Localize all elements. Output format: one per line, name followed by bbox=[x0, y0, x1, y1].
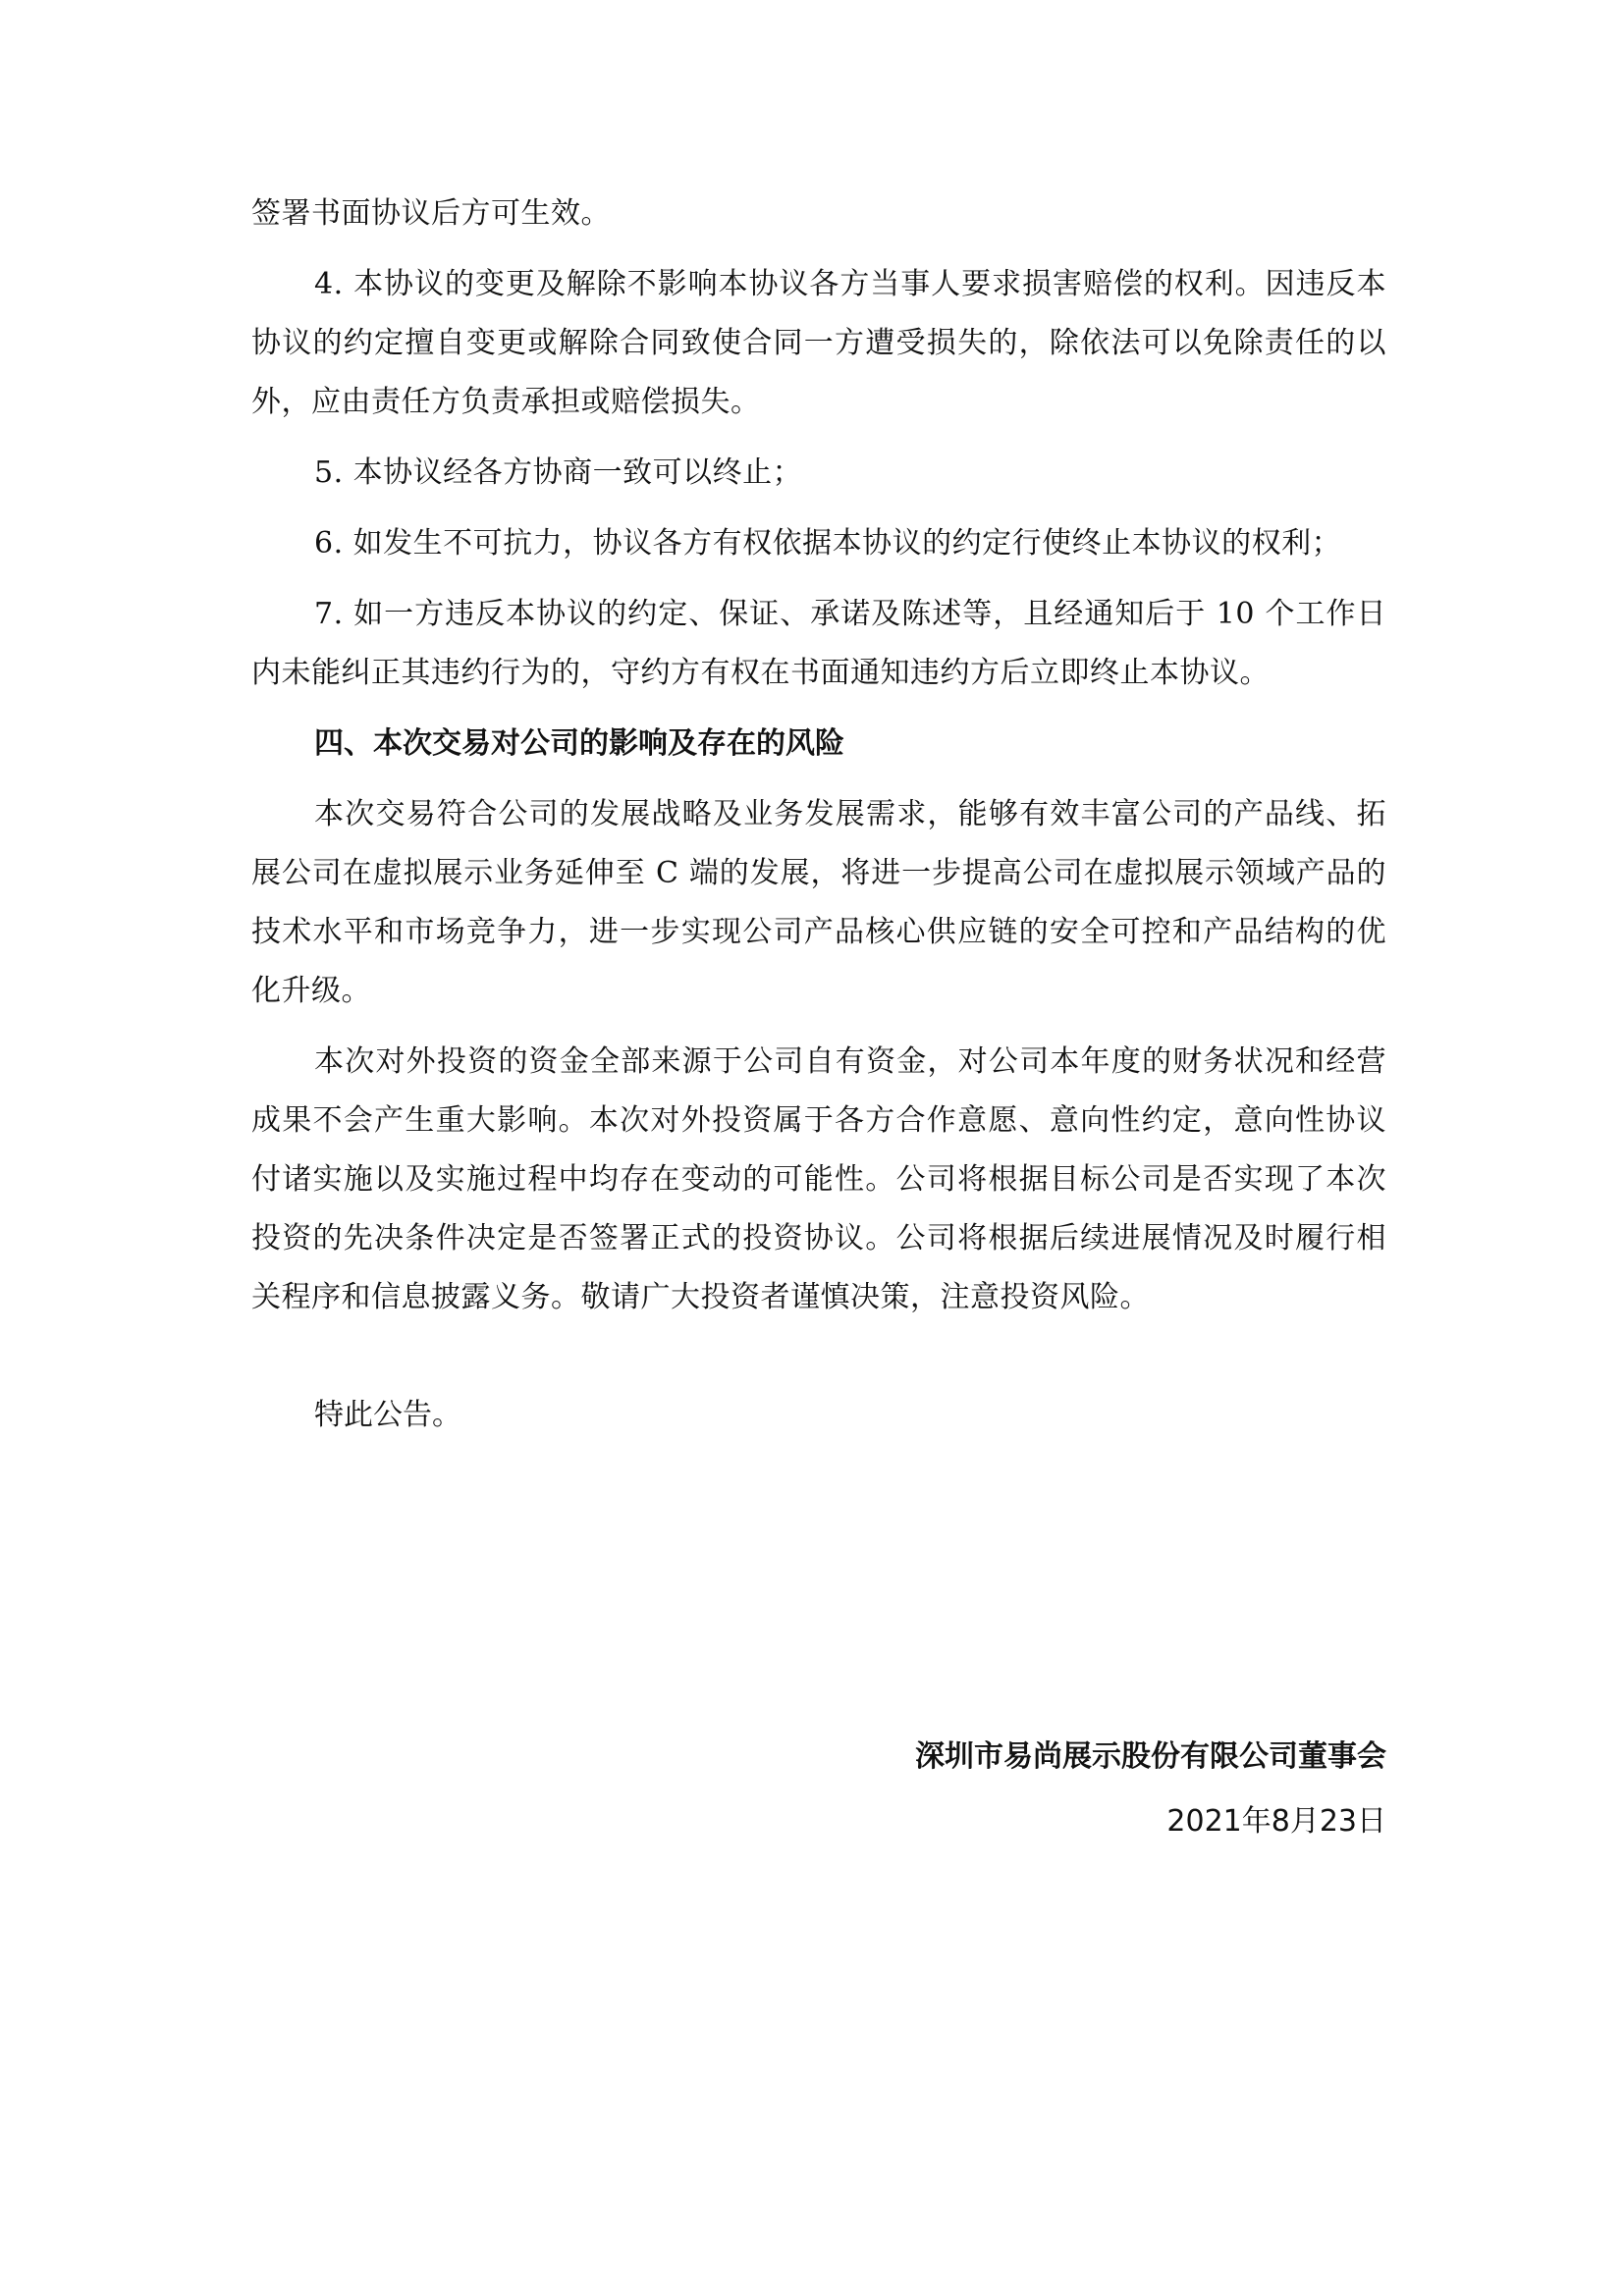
signature-organization: 深圳市易尚展示股份有限公司董事会 bbox=[915, 1739, 1386, 1774]
clause-7: 7. 如一方违反本协议的约定、保证、承诺及陈述等，且经通知后于 10 个工作日内未能纠正其违约行为的，守约方有权在书面通知违约方后立即终止本协议。 bbox=[251, 597, 1386, 690]
clause-5: 5. 本协议经各方协商一致可以终止； bbox=[314, 455, 803, 490]
section-heading: 四、本次交易对公司的影响及存在的风险 bbox=[314, 726, 844, 761]
risk-paragraph: 本次对外投资的资金全部来源于公司自有资金，对公司本年度的财务状况和经营成果不会产生重大影响。本次对外投资属于各方合作意愿、意向性约定，意向性协议付诸实施以及实施过程中均存在变动的可能性。公司将根据目标公司是否实现了本次投资的先决条件决定是否签署正式的投资协议。公司将根据后续进展情况及时履行相关程序和信息披露义务。敬请广大投资者谨慎决策，注意投资风险。 bbox=[251, 1044, 1386, 1314]
impact-paragraph: 本次交易符合公司的发展战略及业务发展需求，能够有效丰富公司的产品线、拓展公司在虚拟展示业务延伸至 C 端的发展，将进一步提高公司在虚拟展示领域产品的技术水平和市场竞争力，进一步实现公司产品核心供应链的安全可控和产品结构的优化升级。 bbox=[251, 797, 1386, 1008]
clause-6: 6. 如发生不可抗力，协议各方有权依据本协议的约定行使终止本协议的权利； bbox=[314, 526, 1342, 561]
closing-statement: 特此公告。 bbox=[314, 1398, 461, 1432]
clause-4: 4. 本协议的变更及解除不影响本协议各方当事人要求损害赔偿的权利。因违反本协议的约定擅自变更或解除合同致使合同一方遭受损失的，除依法可以免除责任的以外，应由责任方负责承担或赔偿损失。 bbox=[251, 267, 1386, 419]
paragraph-continuation: 签署书面协议后方可生效。 bbox=[251, 196, 611, 231]
document-body bbox=[251, 185, 1386, 1445]
signature-date: 2021年8月23日 bbox=[1166, 1804, 1386, 1839]
